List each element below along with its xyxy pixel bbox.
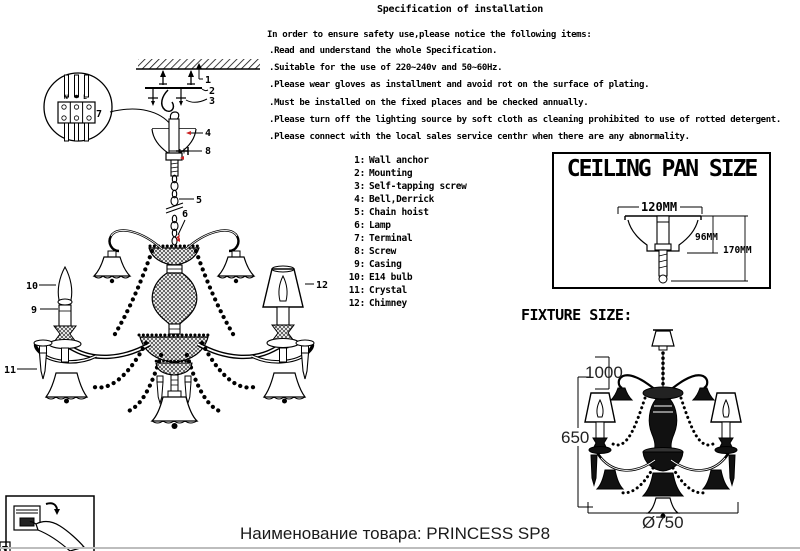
left-bell: [46, 348, 87, 404]
terminal-l-label: L: [83, 93, 87, 101]
part-row: [345, 193, 467, 206]
callout-2-label: 2: [209, 86, 216, 97]
fixture-height-dimension: 650: [561, 428, 590, 447]
callout-6-label: 6: [182, 209, 189, 220]
part-row: [345, 154, 467, 167]
instruction-item: .Must be installed on the fixed places and be checked annually.: [269, 97, 589, 108]
part-row: [345, 180, 467, 193]
part-row: [345, 284, 467, 297]
part-number: 9:: [354, 259, 365, 270]
part-number: 11:: [348, 285, 365, 296]
part-name: E14 bulb: [369, 272, 413, 283]
instruction-item: .Please connect with the local sales service centhr when there are any abnormality.: [269, 131, 690, 142]
part-name: Casing: [369, 259, 402, 270]
part-number: 1:: [354, 155, 365, 166]
part-row: [345, 206, 467, 219]
callout-3-label: 3: [209, 96, 216, 107]
callout-3: [186, 96, 215, 107]
terminal-n-label: N: [64, 93, 68, 101]
terminal-inset: [44, 73, 112, 141]
fixture-size-heading: FIXTURE SIZE:: [521, 306, 632, 324]
part-name: Chimney: [369, 298, 407, 309]
fixture-drop-dimension: 1000: [585, 363, 623, 382]
callout-5: [179, 195, 202, 206]
parts-list: [345, 154, 467, 310]
part-name: Chain hoist: [369, 207, 429, 218]
callout-9-label: 9: [31, 305, 38, 316]
callout-12: [305, 280, 328, 291]
part-number: 12:: [348, 298, 365, 309]
callout-5-label: 5: [196, 195, 203, 206]
fixture-diameter-dimension: Ø750: [642, 513, 684, 532]
part-row: [345, 219, 467, 232]
instruction-item: .Please wear gloves as installment and avoid rot on the surface of plating.: [269, 80, 650, 91]
mounting-bar: [145, 88, 202, 111]
part-row: [345, 167, 467, 180]
ceiling-pan-size-panel: [552, 152, 771, 289]
part-name: Self-tapping screw: [369, 181, 467, 192]
callout-9: [31, 305, 58, 316]
canopy: [152, 112, 196, 176]
instruction-item: .Suitable for the use of 220~240v and 50~60Hz.: [269, 63, 503, 74]
baluster-column: [152, 265, 197, 334]
callout-11-label: 11: [4, 365, 17, 376]
part-name: Lamp: [369, 220, 391, 231]
callout-11: [4, 365, 37, 376]
part-number: 8:: [354, 246, 365, 257]
part-row: [345, 258, 467, 271]
part-row: [345, 297, 467, 310]
callout-4-label: 4: [205, 128, 212, 139]
inset-leader: [110, 109, 171, 125]
instructions-intro: In order to ensure safety use,please notice the following items:: [267, 30, 592, 40]
part-number: 3:: [354, 181, 365, 192]
callout-8-label: 8: [205, 146, 212, 157]
page-title: Specification of installation: [377, 4, 543, 15]
part-name: Mounting: [369, 168, 413, 179]
part-number: 6:: [354, 220, 365, 231]
installation-diagram: [0, 55, 350, 455]
instruction-item: .Please turn off the lighting source by soft cloth as cleaning prohibited to use of rotted detergent.: [269, 114, 781, 125]
ceiling-pan-total-height-label: 170MM: [723, 245, 752, 256]
callout-12-label: 12: [316, 280, 329, 291]
callout-10: [26, 281, 56, 292]
part-number: 4:: [354, 194, 365, 205]
right-candle-shade: [263, 266, 303, 348]
instruction-item: .Read and understand the whole Specification.: [269, 46, 498, 56]
part-name: Screw: [369, 246, 397, 257]
ceiling-pan-width-label: 120MM: [641, 200, 678, 214]
ceiling-pan-title: CEILING PAN SIZE: [566, 156, 757, 182]
product-name: Наименование товара: PRINCESS SP8: [240, 524, 551, 543]
chain: [166, 175, 183, 245]
wall-anchors: [159, 70, 195, 85]
part-number: 5:: [354, 207, 365, 218]
part-row: [345, 271, 467, 284]
callout-10-label: 10: [26, 281, 39, 292]
page-bottom-divider: [0, 547, 800, 549]
callout-1-label: 1: [205, 75, 212, 86]
part-number: 7:: [354, 233, 365, 244]
fixture-size-drawing: [515, 300, 800, 551]
part-name: Terminal: [369, 233, 413, 244]
left-candle: [49, 267, 81, 349]
part-number: 10:: [348, 272, 365, 283]
part-name: Wall anchor: [369, 155, 429, 166]
power-off-illustration: [0, 490, 100, 551]
ceiling-pan-drawing: [554, 154, 769, 287]
part-name: Bell,Derrick: [369, 194, 435, 205]
bottom-hub: [152, 361, 197, 429]
part-name: Crystal: [369, 285, 407, 296]
part-row: [345, 245, 467, 258]
upper-bowl: [149, 246, 199, 265]
part-row: [345, 232, 467, 245]
ceiling-pan-inner-height-label: 96MM: [695, 232, 718, 243]
part-number: 2:: [354, 168, 365, 179]
callout-7-label: 7: [96, 109, 103, 120]
